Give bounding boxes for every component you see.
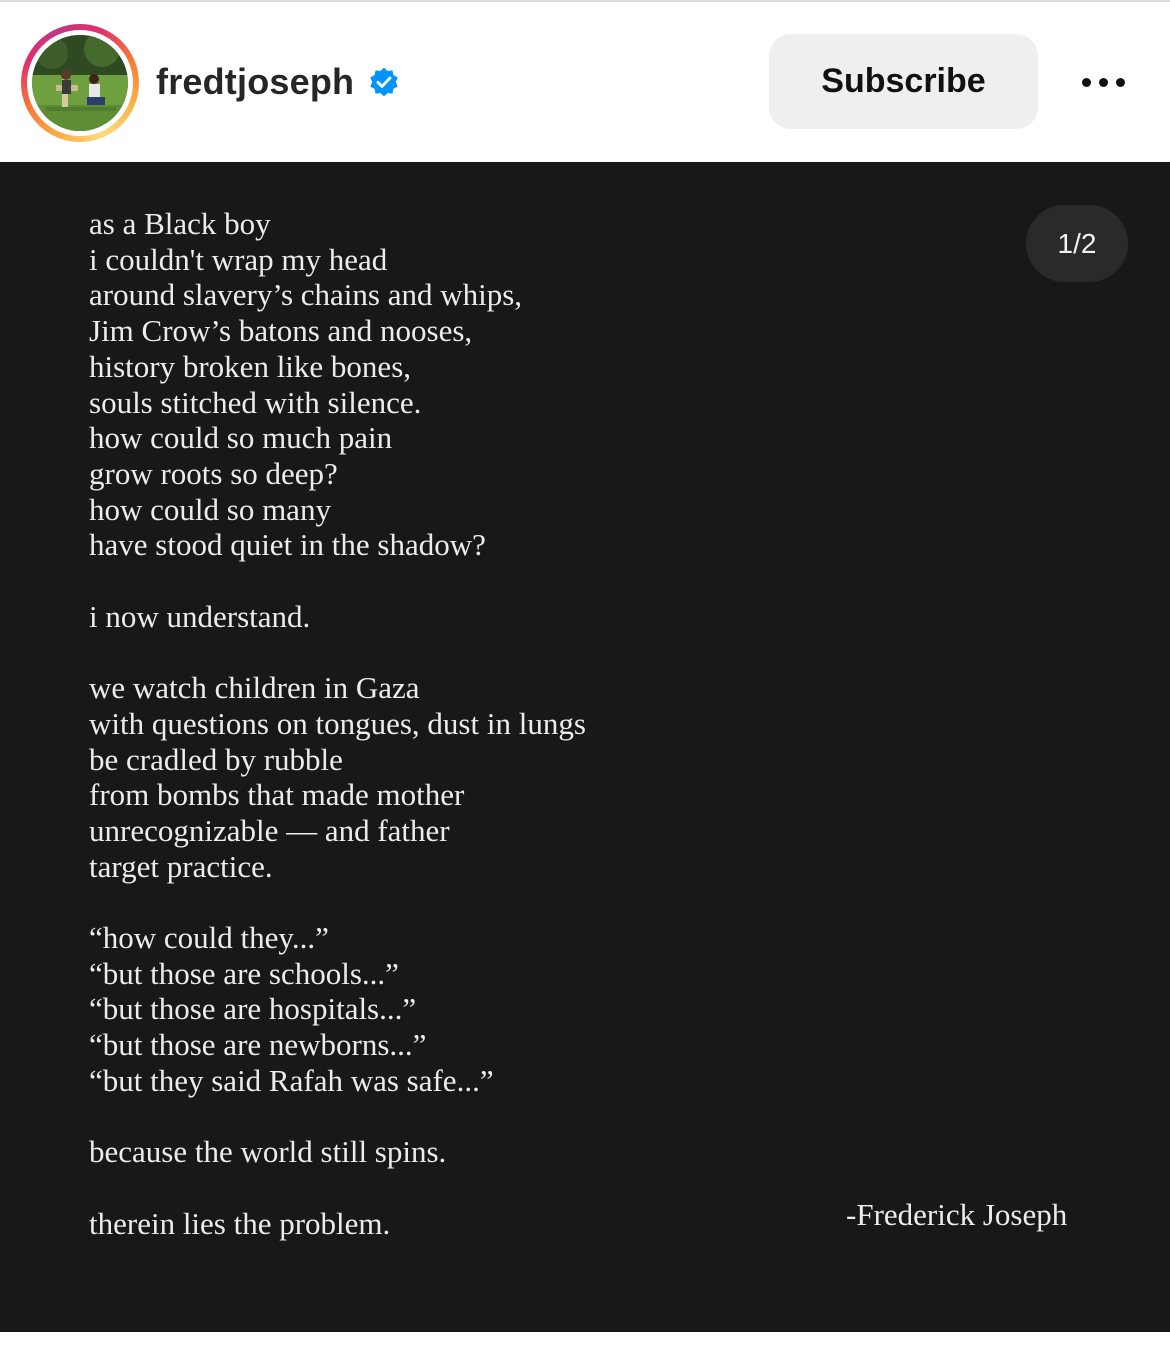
poem-signature: -Frederick Joseph: [846, 1197, 1068, 1232]
carousel-page-indicator: 1/2: [1026, 205, 1128, 282]
username-link[interactable]: fredtjoseph: [156, 61, 355, 102]
avatar-photo: [32, 35, 128, 131]
username-row: [156, 52, 400, 112]
avatar[interactable]: [32, 35, 128, 131]
verified-badge-icon: [368, 66, 400, 98]
bottom-strip: [0, 1332, 1170, 1353]
post-header: [0, 2, 1170, 162]
more-dot: [1082, 78, 1091, 87]
post-image[interactable]: [0, 162, 1170, 1332]
subscribe-button[interactable]: Subscribe: [769, 34, 1038, 129]
poem-text: as a Black boy i couldn't wrap my head around slavery’s chains and whips, Jim Crow’s batons and nooses, history broken like bones, souls stitched with silence. how could so much pain grow roots so deep? how could so many have stood quiet in the shadow? i now understand. we watch children in Gaza with questions on tongues, dust in lungs be cradled by rubble from bombs that made mother unrecognizable — and father target practice. “how could they...” “but those are schools...” “but those are hospitals...” “but those are newborns...” “but they said Rafah was safe...” because the world still spins. therein lies the problem.: [89, 206, 586, 1241]
story-ring[interactable]: [21, 24, 139, 142]
more-dot: [1099, 78, 1108, 87]
more-options-icon[interactable]: [1073, 60, 1133, 104]
more-dot: [1116, 78, 1125, 87]
